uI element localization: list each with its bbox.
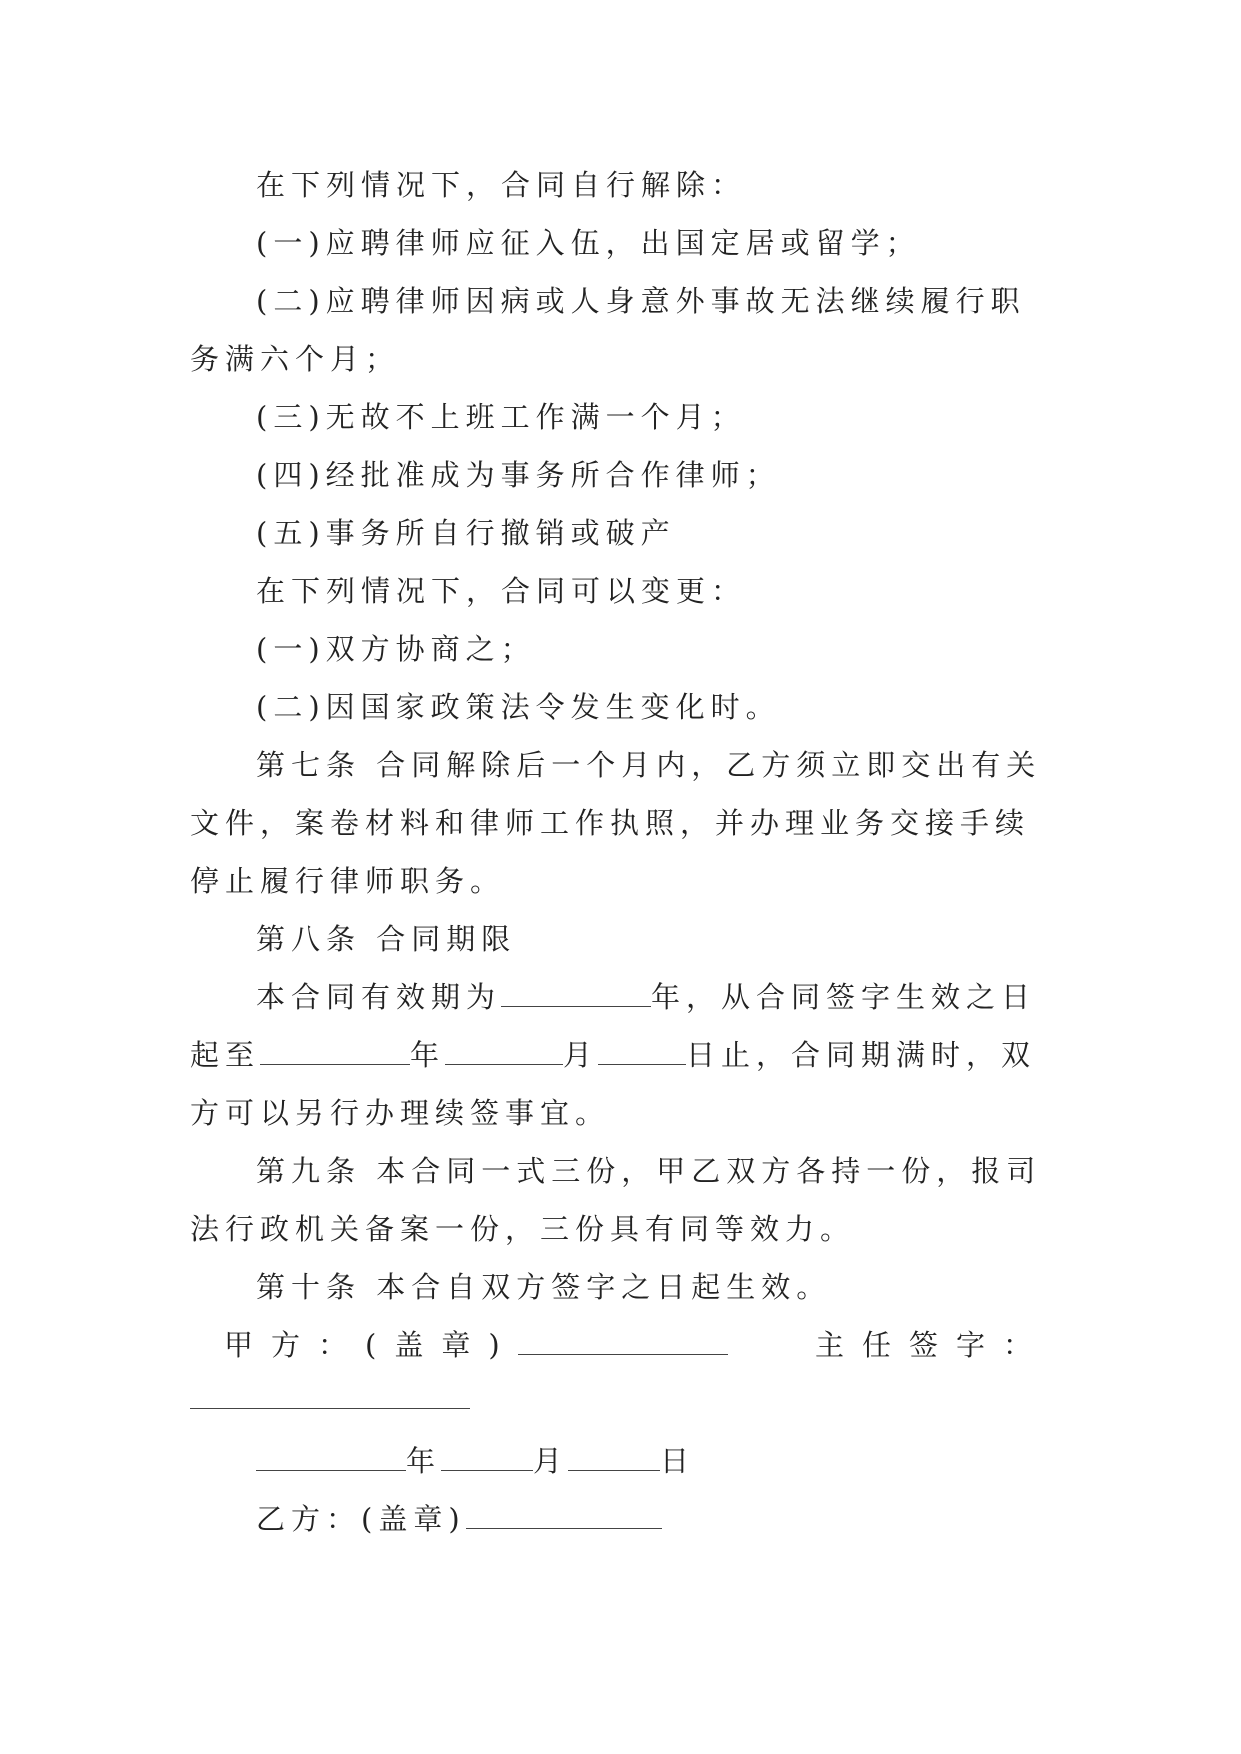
paragraph-dissolution-item-1: (一)应聘律师应征入伍，出国定居或留学； [256, 226, 921, 260]
party-a-label: 甲方：(盖章) [224, 1328, 518, 1362]
paragraph-dissolution-item-3: (三)无故不上班工作满一个月； [256, 400, 746, 434]
party-b-label: 乙方：(盖章) [256, 1502, 466, 1536]
party-a-year-blank [256, 1436, 406, 1471]
date-month-label: 月 [533, 1444, 569, 1478]
term-text-2: 年，从合同签字生效之日起至 [190, 980, 1037, 1072]
paragraph-change-item-1: (一)双方协商之； [256, 632, 536, 666]
end-year-blank [260, 1030, 410, 1065]
end-month-blank [445, 1030, 563, 1065]
party-a-seal-blank [518, 1320, 728, 1355]
paragraph-change-item-2: (二)因国家政策法令发生变化时。 [256, 690, 781, 724]
term-text-5: 日止，合同期满时，双方可以另行办理续签事宜。 [190, 1038, 1037, 1130]
paragraph-dissolution-item-5: (五)事务所自行撤销或破产 [256, 516, 676, 550]
paragraph-dissolution-item-4: (四)经批准成为事务所合作律师； [256, 458, 781, 492]
term-text-1: 本合同有效期为 [256, 980, 502, 1014]
date-year-label: 年 [406, 1444, 442, 1478]
end-day-blank [598, 1030, 686, 1065]
party-a-seal-group [224, 1316, 728, 1374]
article-7: 第七条 合同解除后一个月内，乙方须立即交出有关文件，案卷材料和律师工作执照，并办理业务交接手续停止履行律师职务。 [190, 748, 1042, 898]
director-signature-line [190, 1374, 1050, 1432]
date-day-label: 日 [660, 1444, 696, 1478]
party-a-month-blank [441, 1436, 533, 1471]
term-text-4: 月 [563, 1038, 599, 1072]
party-a-day-blank [568, 1436, 660, 1471]
article-8-heading: 第八条 合同期限 [256, 922, 517, 956]
contract-body [190, 156, 1050, 1548]
paragraph-dissolution-intro: 在下列情况下，合同自行解除： [256, 168, 747, 202]
party-b-signature-line [190, 1490, 1050, 1548]
paragraph-change-intro: 在下列情况下，合同可以变更： [256, 574, 747, 608]
term-years-blank [501, 972, 651, 1007]
term-text-3: 年 [410, 1038, 446, 1072]
article-9: 第九条 本合同一式三份，甲乙双方各持一份，报司法行政机关备案一份，三份具有同等效力。 [190, 1154, 1042, 1246]
article-10: 第十条 本合自双方签字之日起生效。 [256, 1270, 832, 1304]
paragraph-dissolution-item-2: (二)应聘律师因病或人身意外事故无法继续履行职务满六个月； [190, 284, 1026, 376]
party-a-date-line [190, 1432, 1050, 1490]
director-signature-label: 主任签字： [814, 1328, 1050, 1362]
party-a-signature-row [190, 1316, 1050, 1374]
contract-term-paragraph [190, 968, 1050, 1142]
director-signature-blank [190, 1374, 470, 1409]
party-b-seal-blank [466, 1494, 662, 1529]
